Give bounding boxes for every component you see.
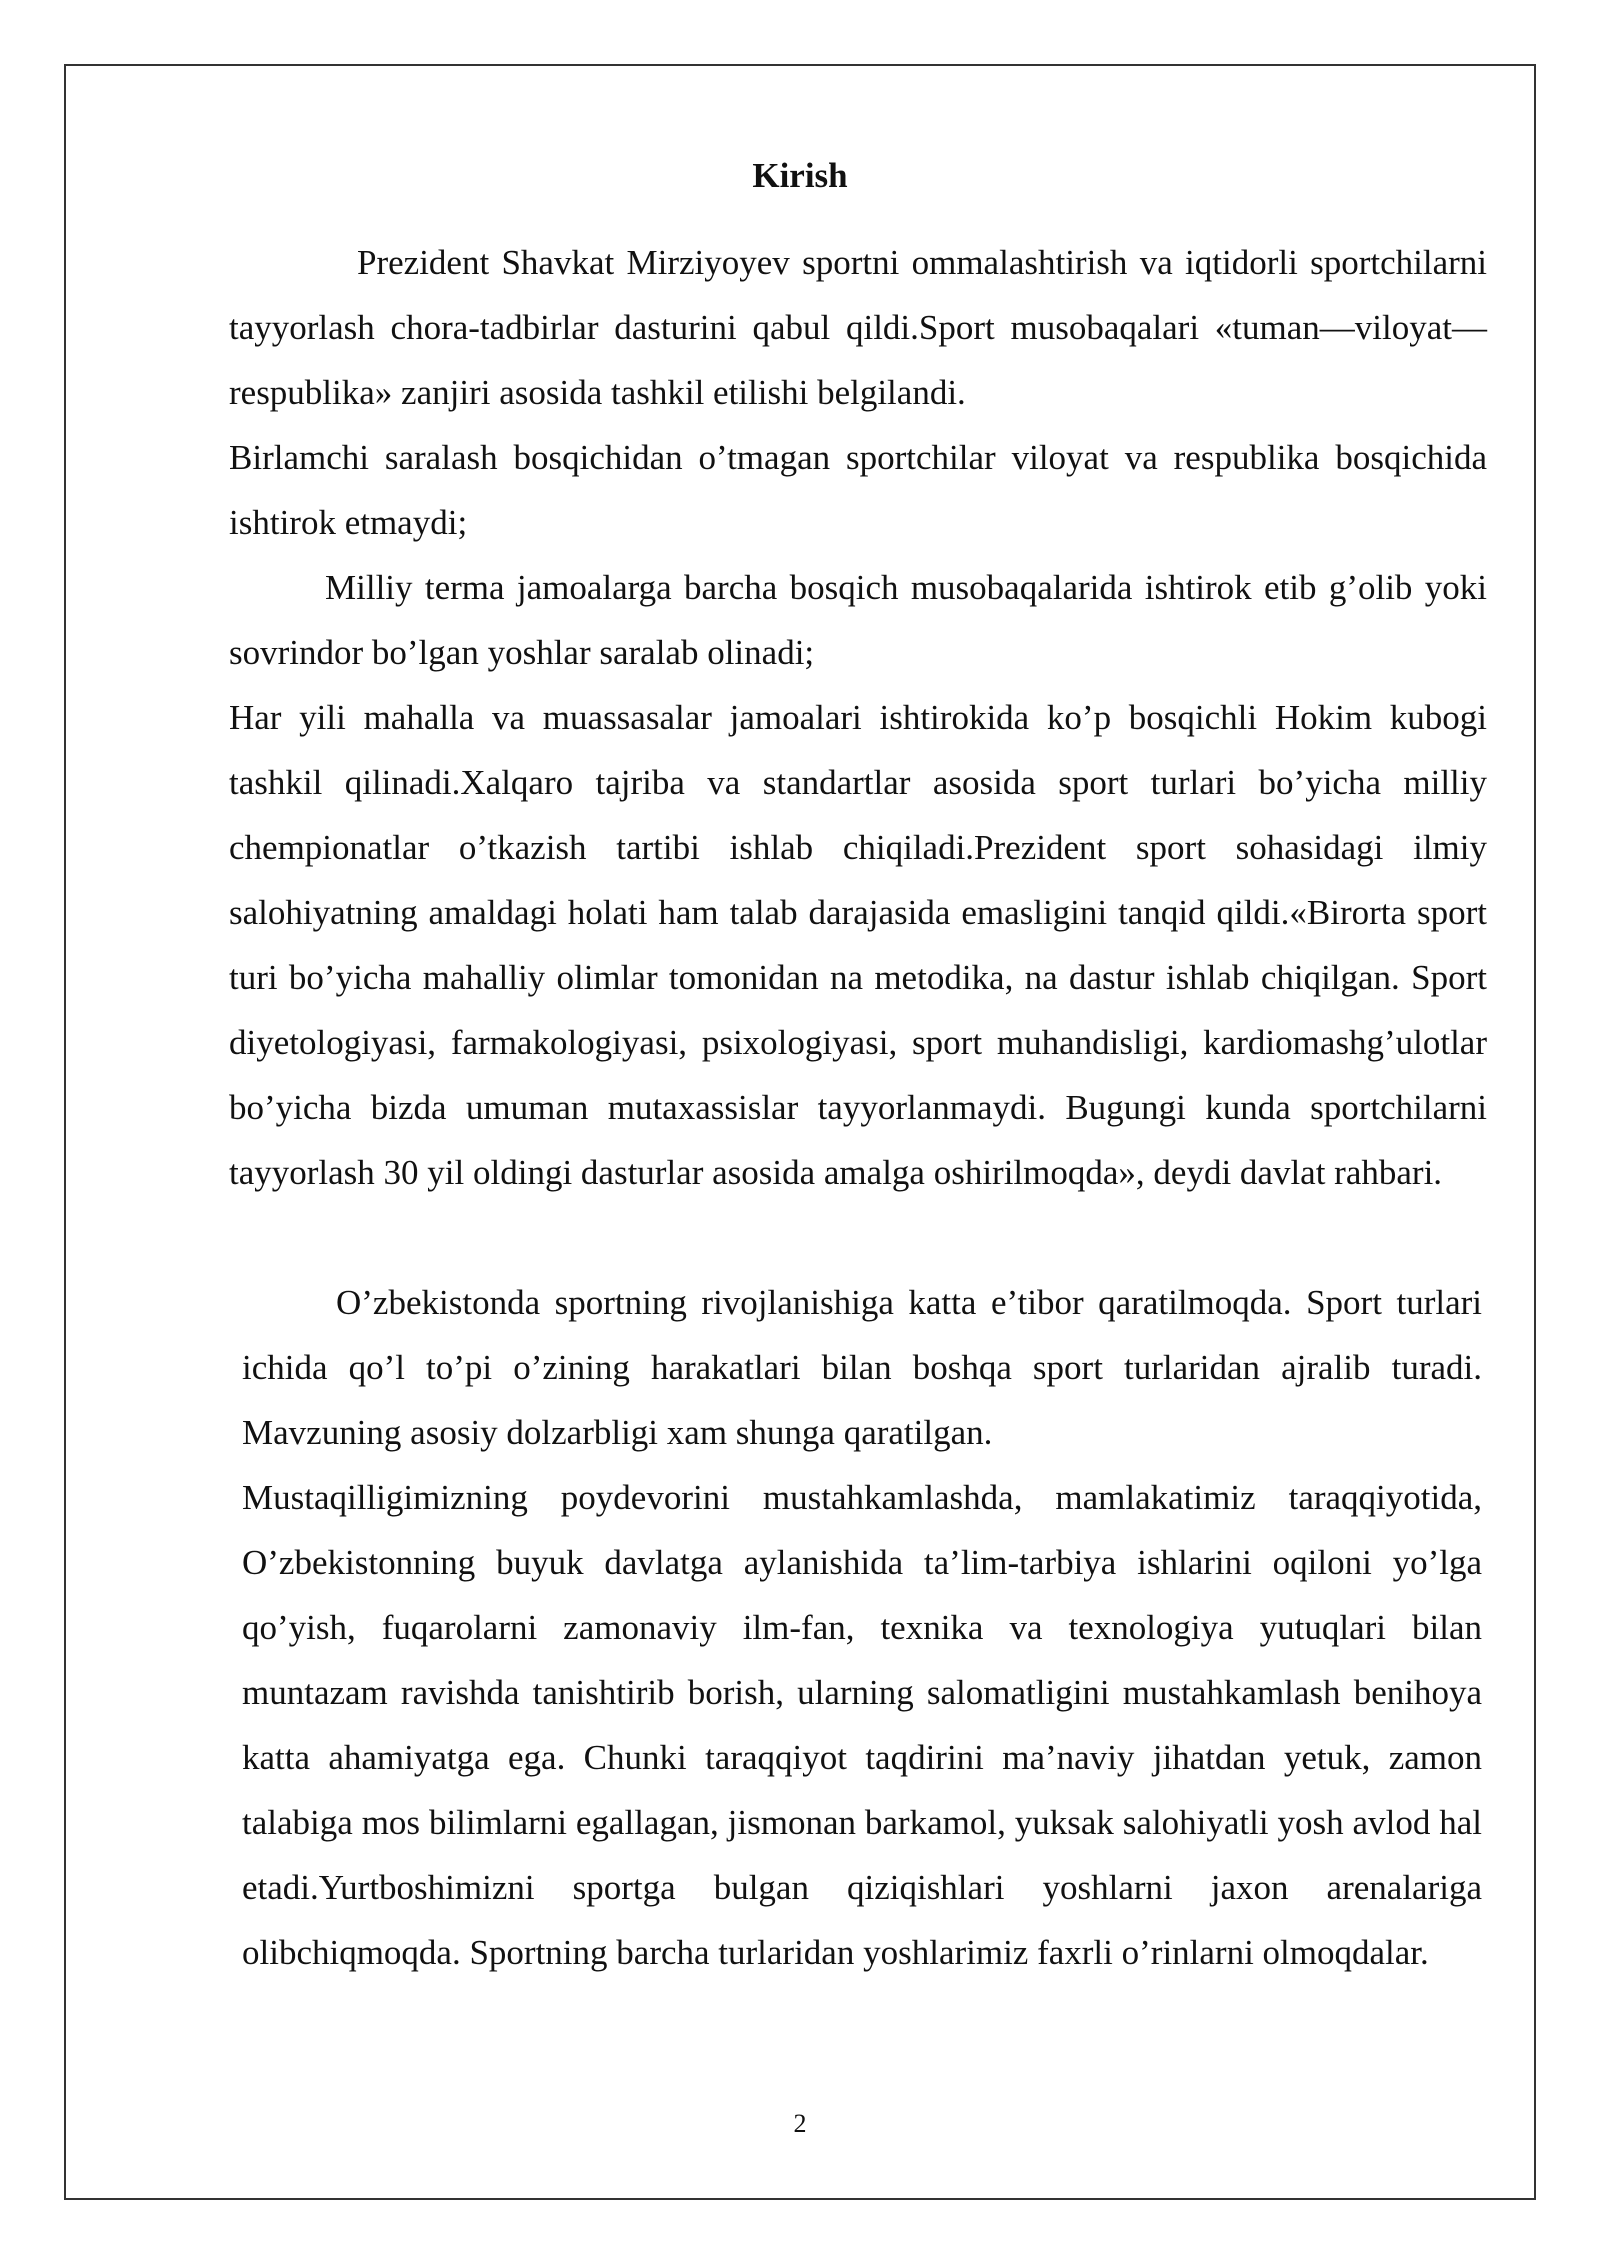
- body-text-block: [242, 1270, 1482, 1985]
- paragraph: Milliy terma jamoalarga barcha bosqich musobaqalarida ishtirok etib g’olib yoki sovrindor bo’lgan yoshlar saralab olinadi;: [229, 568, 1487, 672]
- paragraph: Har yili mahalla va muassasalar jamoalari ishtirokida ko’p bosqichli Hokim kubogi tashkil qilinadi.Xalqaro tajriba va standartlar asosida sport turlari bo’yicha milliy chempionatlar o’tkazish tartibi ishlab chiqiladi.Prezident sport sohasidagi ilmiy salohiyatning amaldagi holati ham talab darajasida emasligini tanqid qildi.«Birorta sport turi bo’yicha mahalliy olimlar tomonidan na metodika, na dastur ishlab chiqilgan. Sport diyetologiyasi, farmakologiyasi, psixologiyasi, sport muhandisligi, kardiomashg’ulotlar bo’yicha bizda umuman mutaxassislar tayyorlanmaydi. Bugungi kunda sportchilarni tayyorlash 30 yil oldingi dasturlar asosida amalga oshirilmoqda», deydi davlat rahbari.: [229, 698, 1487, 1192]
- document-title: Kirish: [752, 156, 848, 195]
- paragraph: O’zbekistonda sportning rivojlanishiga katta e’tibor qaratilmoqda. Sport turlari ichida qo’l to’pi o’zining harakatlari bilan boshqa sport turlaridan ajralib turadi. Mavzuning asosiy dolzarbligi xam shunga qaratilgan.: [242, 1283, 1482, 1452]
- page-number: 2: [793, 2109, 807, 2138]
- paragraph: Mustaqilligimizning poydevorini mustahkamlashda, mamlakatimiz taraqqiyotida, O’zbekistonning buyuk davlatga aylanishida ta’lim-tarbiya ishlarini oqiloni yo’lga qo’yish, fuqarolarni zamonaviy ilm-fan, texnika va texnologiya yutuqlari bilan muntazam ravishda tanishtirib borish, ularning salomatligini mustahkamlash benihoya katta ahamiyatga ega. Chunki taraqqiyot taqdirini ma’naviy jihatdan yetuk, zamon talabiga mos bilimlarni egallagan, jismonan barkamol, yuksak salohiyatli yosh avlod hal etadi.Yurtboshimizni sportga bulgan qiziqishlari yoshlarni jaxon arenalariga olibchiqmoqda. Sportning barcha turlaridan yoshlarimiz faxrli o’rinlarni olmoqdalar.: [242, 1478, 1482, 1972]
- paragraph: Birlamchi saralash bosqichidan o’tmagan sportchilar viloyat va respublika bosqichida ishtirok etmaydi;: [229, 438, 1487, 542]
- paragraph: Prezident Shavkat Mirziyoyev sportni ommalashtirish va iqtidorli sportchilarni tayyorlash chora-tadbirlar dasturini qabul qildi.Sport musobaqalari «tuman—viloyat—respublika» zanjiri asosida tashkil etilishi belgilandi.: [229, 243, 1487, 412]
- body-text-block: [229, 230, 1487, 1205]
